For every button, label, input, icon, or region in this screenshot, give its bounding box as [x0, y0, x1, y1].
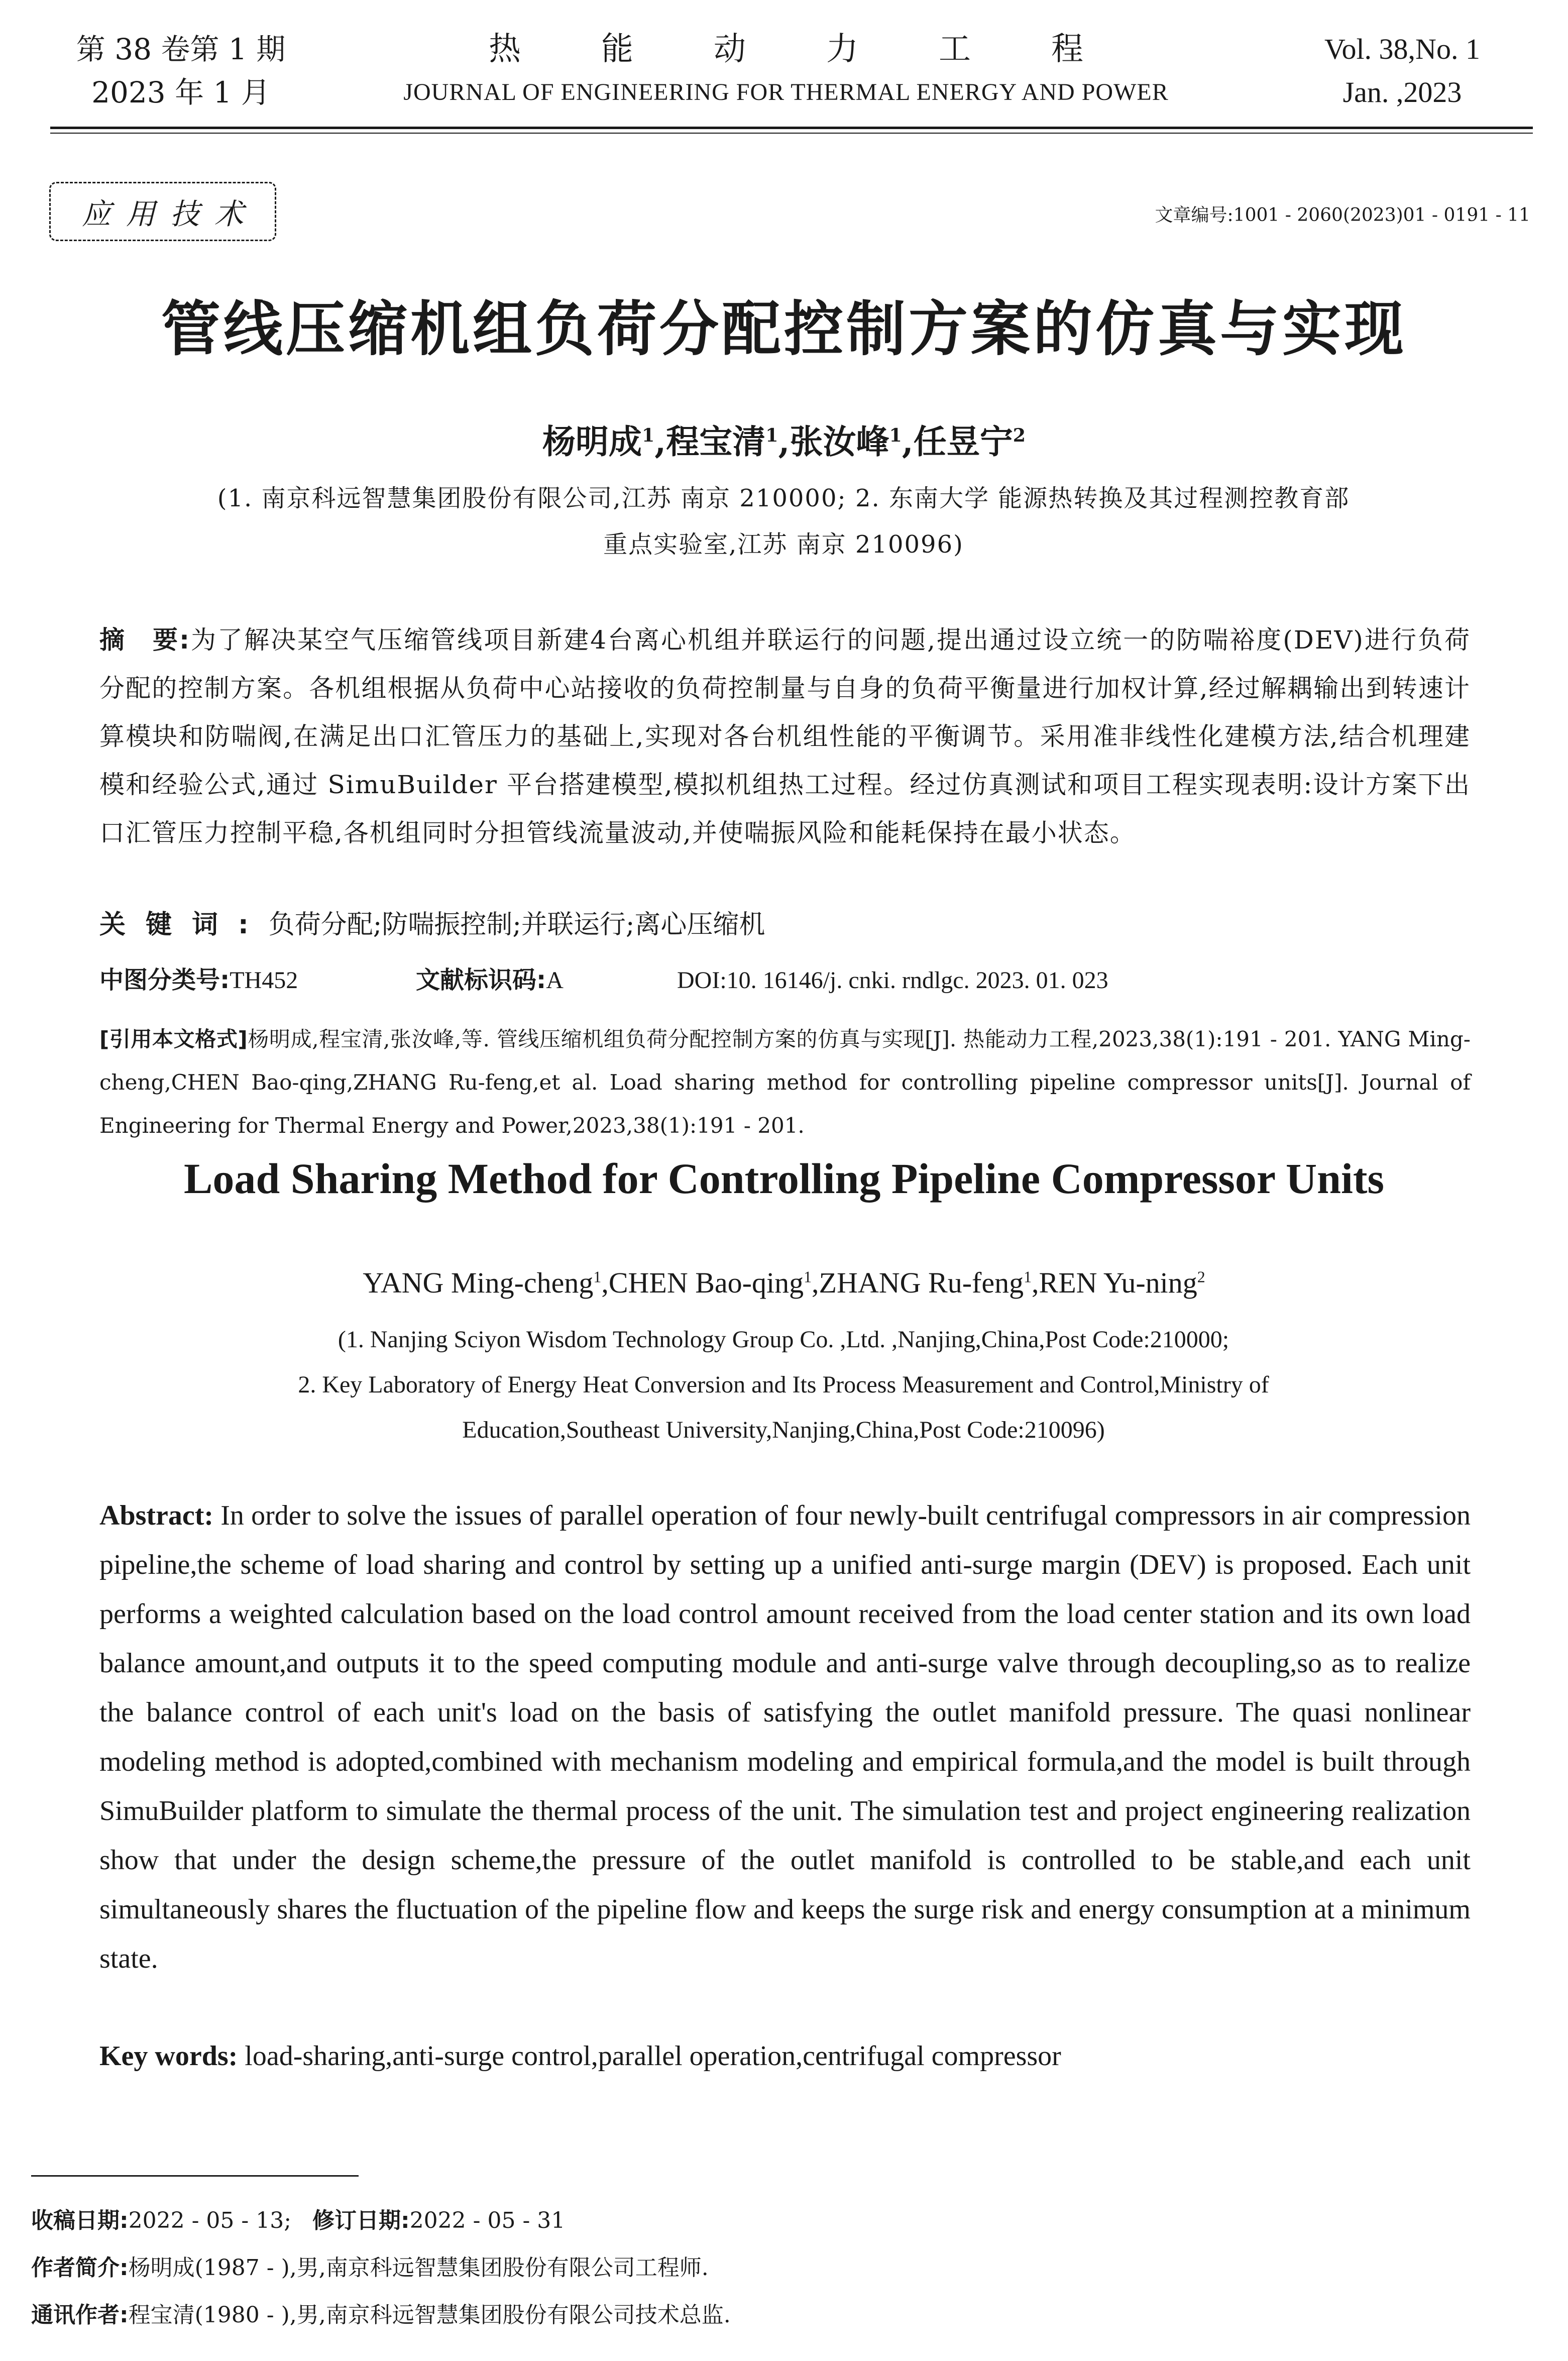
citation-text: 杨明成,程宝清,张汝峰,等. 管线压缩机组负荷分配控制方案的仿真与实现[J]. 热能动力工程,2023,38(1):191 - 201. YANG Ming-cheng,CHEN Bao-qing,ZHANG Ru-feng,et al. Load sharing method for controlling pipeline compressor units[J]. Journal of Engineering for Thermal Energy and Power,2023,38(1):191 - 201.: [99, 1027, 1471, 1138]
authors-cn: 杨明成$^1$,程宝清$^1$,张汝峰$^1$,任昱宁$^2$: [542, 422, 1026, 461]
author-affil-mark: 1: [804, 1268, 812, 1286]
corr-value: 程宝清(1980 - ),男,南京科远智慧集团股份有限公司技术总监.: [128, 2302, 731, 2328]
footnote-author-bio: [31, 2249, 1488, 2282]
keywords-en: [99, 2031, 1471, 2081]
abstract-en-text: In order to solve the issues of parallel operation of four newly-built centrifugal compressors in air compression pipeline,the scheme of load sharing and control by setting up a unified anti-surge margin (DEV) is proposed. Each unit performs a weighted calculation based on the load control amount received from the load center station and its own load balance amount,and outputs it to the speed computing module and anti-surge valve through decoupling,so as to realize the balance control of each unit's load on the basis of satisfying the outlet manifold pressure. The quasi nonlinear modeling method is adopted,combined with mechanism modeling and empirical formula,and the model is built through SimuBuilder platform to simulate the thermal process of the unit. The simulation test and project engineering realization show that under the design scheme,the pressure of the outlet manifold is controlled to be stable,and each unit simultaneously shares the fluctuation of the pipeline flow and keeps the surge risk and energy consumption at a minimum state.: [99, 1500, 1471, 1974]
header-vol-en-line: Vol. 38,No. 1: [1324, 33, 1480, 65]
header-volume-en: [1292, 28, 1513, 114]
citation-label: [引用本文格式]: [99, 1027, 248, 1051]
journal-name-en: JOURNAL OF ENGINEERING FOR THERMAL ENERGY AND POWER: [403, 79, 1169, 105]
author-name-en: YANG Ming-cheng: [363, 1266, 594, 1299]
abstract-cn-text: 为了解决某空气压缩管线项目新建4台离心机组并联运行的问题,提出通过设立统一的防喘裕度(DEV)进行负荷分配的控制方案。各机组根据从负荷中心站接收的负荷控制量与自身的负荷平衡量进行加权计算,经过解耦输出到转速计算模块和防喘阀,在满足出口汇管压力的基础上,实现对各台机组性能的平衡调节。采用准非线性化建模方法,结合机理建模和经验公式,通过 SimuBuilder 平台搭建模型,模拟机组热工过程。经过仿真测试和项目工程实现表明:设计方案下出口汇管压力控制平稳,各机组同时分担管线流量波动,并使喘振风险和能耗保持在最小状态。: [99, 625, 1471, 847]
header-journal-name: [362, 28, 1210, 114]
affiliation-en: [181, 1317, 1386, 1453]
doi: DOI:10. 16146/j. cnki. rndlgc. 2023. 01. 023: [677, 967, 1108, 994]
affiliation-cn: [161, 475, 1406, 568]
affiliation-en-line: 2. Key Laboratory of Energy Heat Conversion and Its Process Measurement and Control,Ministry of: [298, 1371, 1269, 1398]
classification-line: [99, 960, 1471, 995]
header-volume-line: 第 38 卷第 1 期: [76, 32, 286, 66]
author-name: 张汝峰: [790, 422, 889, 461]
affiliation-en-line: Education,Southeast University,Nanjing,China,Post Code:210096): [462, 1417, 1105, 1443]
author-name: 杨明成: [542, 422, 642, 461]
author-name: 任昱宁: [913, 422, 1013, 461]
article-number: 文章编号:1001 - 2060(2023)01 - 0191 - 11: [1155, 205, 1530, 226]
keywords-cn-label: 关键词:: [99, 910, 269, 940]
header-date-en-line: Jan. ,2023: [1342, 76, 1462, 109]
header-rule-thin: [50, 133, 1533, 134]
journal-name-cn: 热能动力工程: [489, 31, 1164, 68]
abstract-cn-label: 摘 要:: [99, 625, 191, 655]
bio-value: 杨明成(1987 - ),男,南京科远智慧集团股份有限公司工程师.: [128, 2255, 709, 2281]
author-name-en: CHEN Bao-qing: [608, 1266, 804, 1299]
author-name: 程宝清: [666, 422, 766, 461]
author-affil-mark: 1: [593, 1268, 602, 1286]
affiliation-cn-line: (1. 南京科远智慧集团股份有限公司,江苏 南京 210000; 2. 东南大学 能源热转换及其过程测控教育部: [217, 484, 1350, 512]
author-affil-mark: 2: [1013, 424, 1026, 446]
received-label: 收稿日期:: [31, 2208, 129, 2233]
corr-label: 通讯作者:: [31, 2302, 129, 2328]
header-rule-thick: [50, 127, 1533, 129]
author-name-en: ZHANG Ru-feng: [819, 1266, 1024, 1299]
header-volume-cn: [65, 28, 296, 114]
authors-en: YANG Ming-cheng$^1$,CHEN Bao-qing$^1$,ZHANG Ru-feng$^1$,REN Yu-ning$^2$: [363, 1266, 1205, 1299]
author-affil-mark: 1: [765, 424, 778, 446]
author-affil-mark: 1: [641, 424, 655, 446]
doc-code-label: 文献标识码:: [416, 966, 546, 994]
revised-label: 修订日期:: [312, 2208, 410, 2233]
affiliation-en-line: (1. Nanjing Sciyon Wisdom Technology Group Co. ,Ltd. ,Nanjing,China,Post Code:210000;: [338, 1326, 1229, 1353]
citation-block: [99, 1018, 1471, 1147]
header-date-line: 2023 年 1 月: [91, 75, 270, 110]
footnote-corresponding: [31, 2297, 1488, 2329]
keywords-cn: [99, 903, 1471, 941]
affiliation-cn-line: 重点实验室,江苏 南京 210096): [603, 530, 964, 559]
author-affil-mark: 2: [1197, 1268, 1205, 1286]
keywords-en-label: Key words:: [99, 2041, 238, 2072]
abstract-en: [99, 1491, 1471, 1983]
bio-label: 作者简介:: [31, 2255, 129, 2281]
title-cn: 管线压缩机组负荷分配控制方案的仿真与实现: [161, 294, 1407, 364]
clc-label: 中图分类号:: [99, 966, 230, 994]
author-affil-mark: 1: [1024, 1268, 1032, 1286]
author-name-en: REN Yu-ning: [1039, 1266, 1197, 1299]
keywords-en-text: load-sharing,anti-surge control,parallel operation,centrifugal compressor: [245, 2041, 1061, 2072]
keywords-cn-text: 负荷分配;防喘振控制;并联运行;离心压缩机: [268, 910, 765, 940]
revised-value: 2022 - 05 - 31: [409, 2208, 566, 2233]
clc-value: TH452: [230, 967, 298, 994]
abstract-en-label: Abstract:: [99, 1500, 214, 1531]
doc-code-value: A: [546, 967, 564, 994]
abstract-cn: [99, 616, 1471, 857]
author-affil-mark: 1: [889, 424, 902, 446]
section-badge: 应用技术: [49, 182, 276, 241]
footnote-rule: [31, 2175, 359, 2177]
received-value: 2022 - 05 - 13;: [128, 2208, 292, 2233]
title-en: Load Sharing Method for Controlling Pipeline Compressor Units: [184, 1154, 1384, 1203]
footnote-dates: [31, 2202, 1488, 2234]
